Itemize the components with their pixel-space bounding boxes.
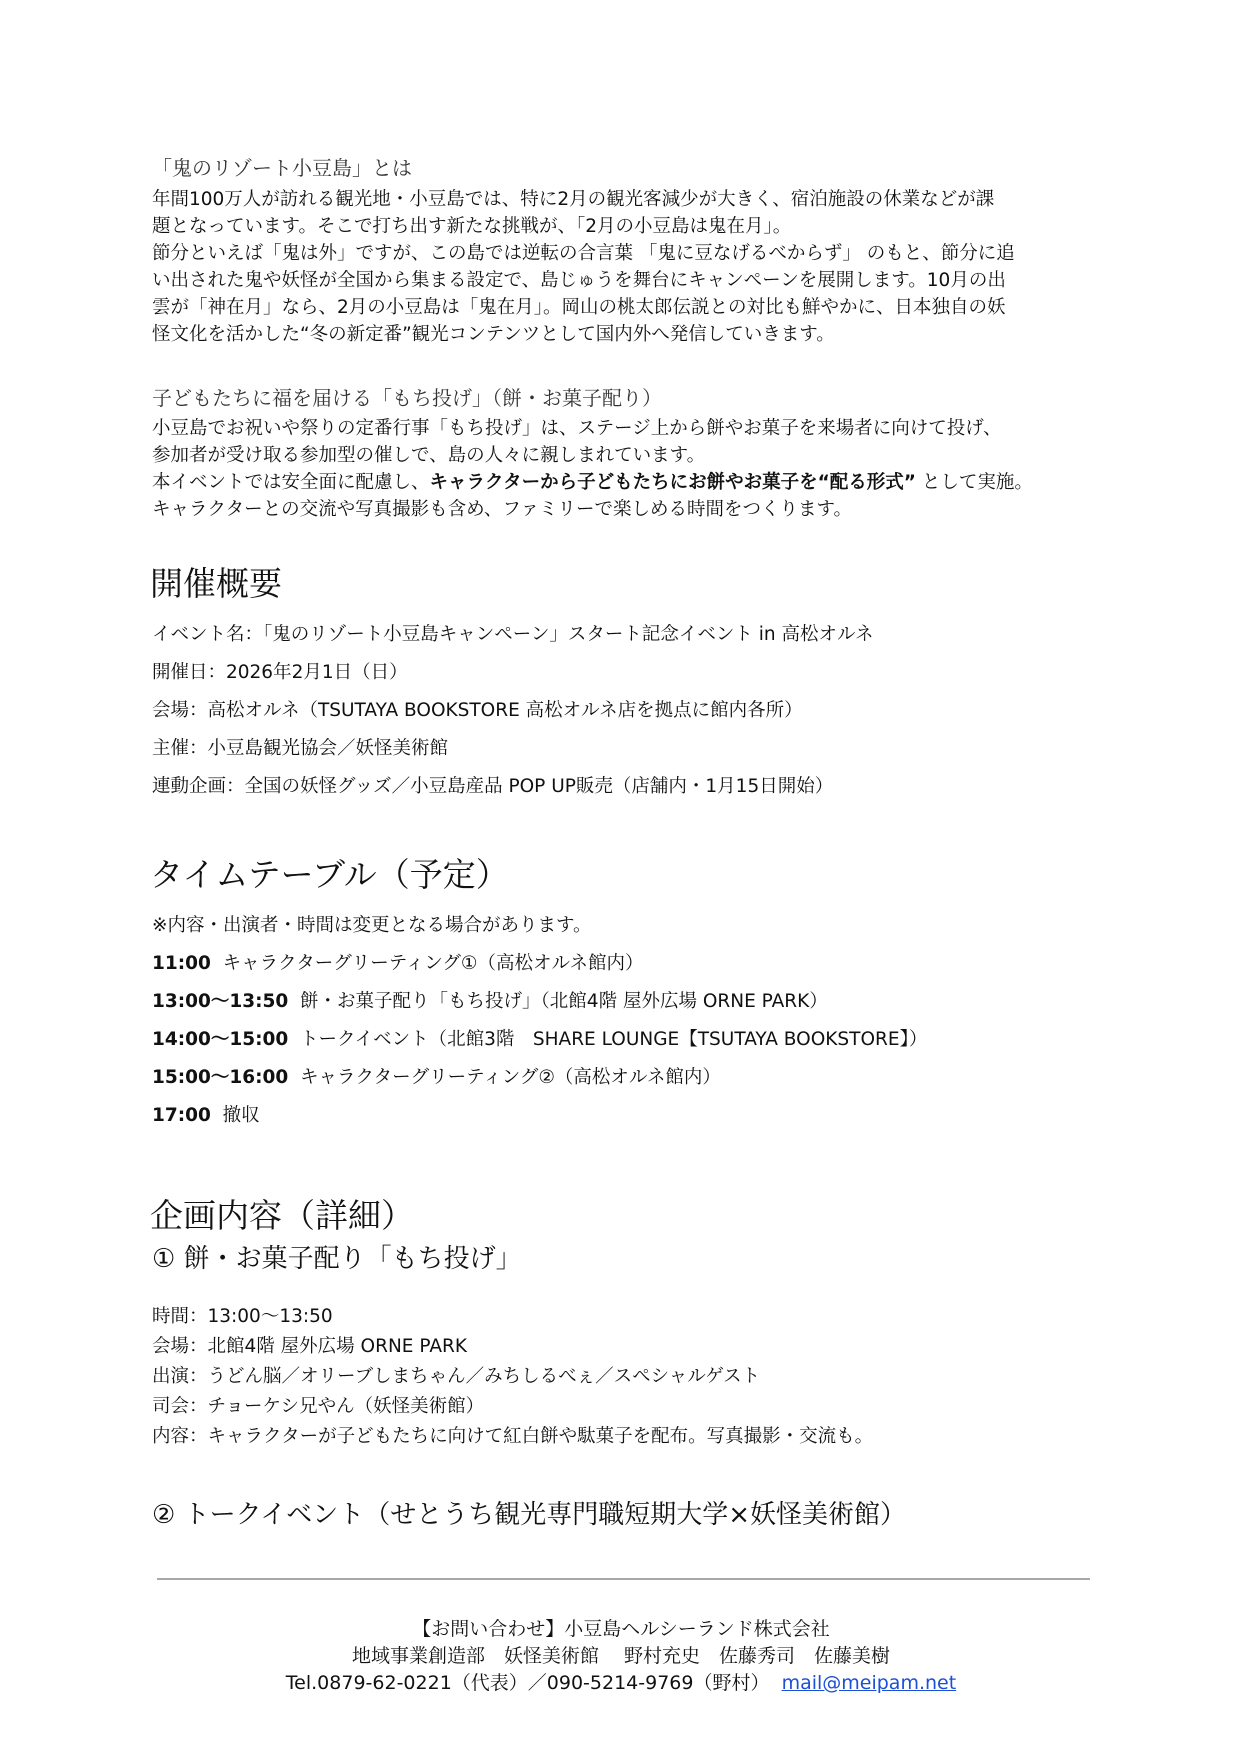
timetable-row [152,949,643,975]
footer-divider [157,1578,1090,1580]
mochi-line3-post: として実施。 [915,472,1033,493]
mochi-line: 参加者が受け取る参加型の催しで、島の人々に親しまれています。 [152,445,706,466]
timetable-row [152,1025,927,1051]
timetable-desc: キャラクターグリーティング①（高松オルネ館内） [222,953,644,974]
timetable-row [152,987,828,1013]
details-item1-line: 内容：キャラクターが子どもたちに向けて紅白餅や駄菓子を配布。写真撮影・交流も。 [152,1426,874,1447]
details-heading: 企画内容（詳細） [150,1196,414,1235]
timetable-time: 15:00～16:00 [152,1067,289,1088]
details-item2-title: ② トークイベント（せとうち観光専門職短期大学×妖怪美術館） [152,1500,907,1530]
about-line: い出された鬼や妖怪が全国から集まる設定で、島じゅうを舞台にキャンペーンを展開します。10月の出 [152,270,1006,291]
timetable-time: 11:00 [152,953,211,974]
contact-email-link[interactable]: mail@meipam.net [781,1672,957,1694]
about-line: 怪文化を活かした“冬の新定番”観光コンテンツとして国内外へ発信していきます。 [152,324,835,345]
mochi-line3-pre: 本イベントでは安全面に配慮し、 [152,472,430,493]
timetable-note: ※内容・出演者・時間は変更となる場合があります。 [152,915,592,936]
details-item1-title: ① 餅・お菓子配り「もち投げ」 [152,1244,522,1274]
timetable-row [152,1063,721,1089]
mochi-paragraph [152,415,1102,523]
timetable-row [152,1101,260,1127]
timetable-desc: 餅・お菓子配り「もち投げ」（北館4階 屋外広場 ORNE PARK） [300,991,828,1012]
overview-item-date: 開催日：2026年2月1日（日） [152,662,408,683]
details-item1-line: 出演：うどん脳／オリーブしまちゃん／みちしるべぇ／スペシャルゲスト [152,1366,761,1387]
overview-item-related: 連動企画：全国の妖怪グッズ／小豆島産品 POP UP販売（店舗内・1月15日開始） [152,776,834,797]
timetable-time: 13:00～13:50 [152,991,289,1012]
about-paragraph [152,186,1102,348]
contact-phone: Tel.0879-62-0221（代表）／090-5214-9769（野村） [285,1672,770,1694]
mochi-line: キャラクターとの交流や写真撮影も含め、ファミリーで楽しめる時間をつくります。 [152,499,853,520]
overview-item-event-name: イベント名：「鬼のリゾート小豆島キャンペーン」スタート記念イベント in 高松オルネ [152,624,874,645]
mochi-line: 小豆島でお祝いや祭りの定番行事「もち投げ」は、ステージ上から餅やお菓子を来場者に向けて投げ、 [152,418,1002,439]
mochi-line [152,469,1102,496]
about-line: 題となっています。そこで打ち出す新たな挑戦が、「2月の小豆島は鬼在月」。 [152,216,792,237]
overview-heading: 開催概要 [150,564,282,603]
about-heading: 「鬼のリゾート小豆島」とは [152,156,412,180]
overview-item-organizer: 主催：小豆島観光協会／妖怪美術館 [152,738,449,759]
about-line: 雲が「神在月」なら、2月の小豆島は「鬼在月」。岡山の桃太郎伝説との対比も鮮やかに、日本独自の妖 [152,297,1006,318]
timetable-heading: タイムテーブル（予定） [150,855,509,894]
mochi-heading: 子どもたちに福を届ける「もち投げ」（餅・お菓子配り） [152,386,662,410]
timetable-time: 14:00～15:00 [152,1029,289,1050]
contact-line-phone [0,1668,1242,1695]
timetable-time: 17:00 [152,1105,211,1126]
contact-line-staff: 地域事業創造部 妖怪美術館 野村充史 佐藤秀司 佐藤美樹 [351,1645,891,1667]
timetable-desc: トークイベント（北館3階 SHARE LOUNGE【TSUTAYA BOOKSTORE】） [300,1029,928,1050]
timetable-desc: キャラクターグリーティング②（高松オルネ館内） [300,1067,721,1088]
details-item1-line: 司会：チョーケシ兄やん（妖怪美術館） [152,1396,485,1417]
about-line: 年間100万人が訪れる観光地・小豆島では、特に2月の観光客減少が大きく、宿泊施設の休業などが課 [152,189,995,210]
overview-item-venue: 会場：高松オルネ（TSUTAYA BOOKSTORE 高松オルネ店を拠点に館内各所） [152,700,803,721]
contact-line-company: 【お問い合わせ】小豆島ヘルシーランド株式会社 [412,1618,830,1640]
mochi-line3-bold: キャラクターから子どもたちにお餅やお菓子を“配る形式” [429,472,916,493]
details-item1-line: 時間：13:00～13:50 [152,1306,333,1327]
about-line: 節分といえば「鬼は外」ですが、この島では逆転の合言葉 「鬼に豆なげるべからず」 のもと、節分に追 [152,243,1015,264]
details-item1-line: 会場：北館4階 屋外広場 ORNE PARK [152,1336,467,1357]
timetable-desc: 撤収 [222,1105,260,1126]
